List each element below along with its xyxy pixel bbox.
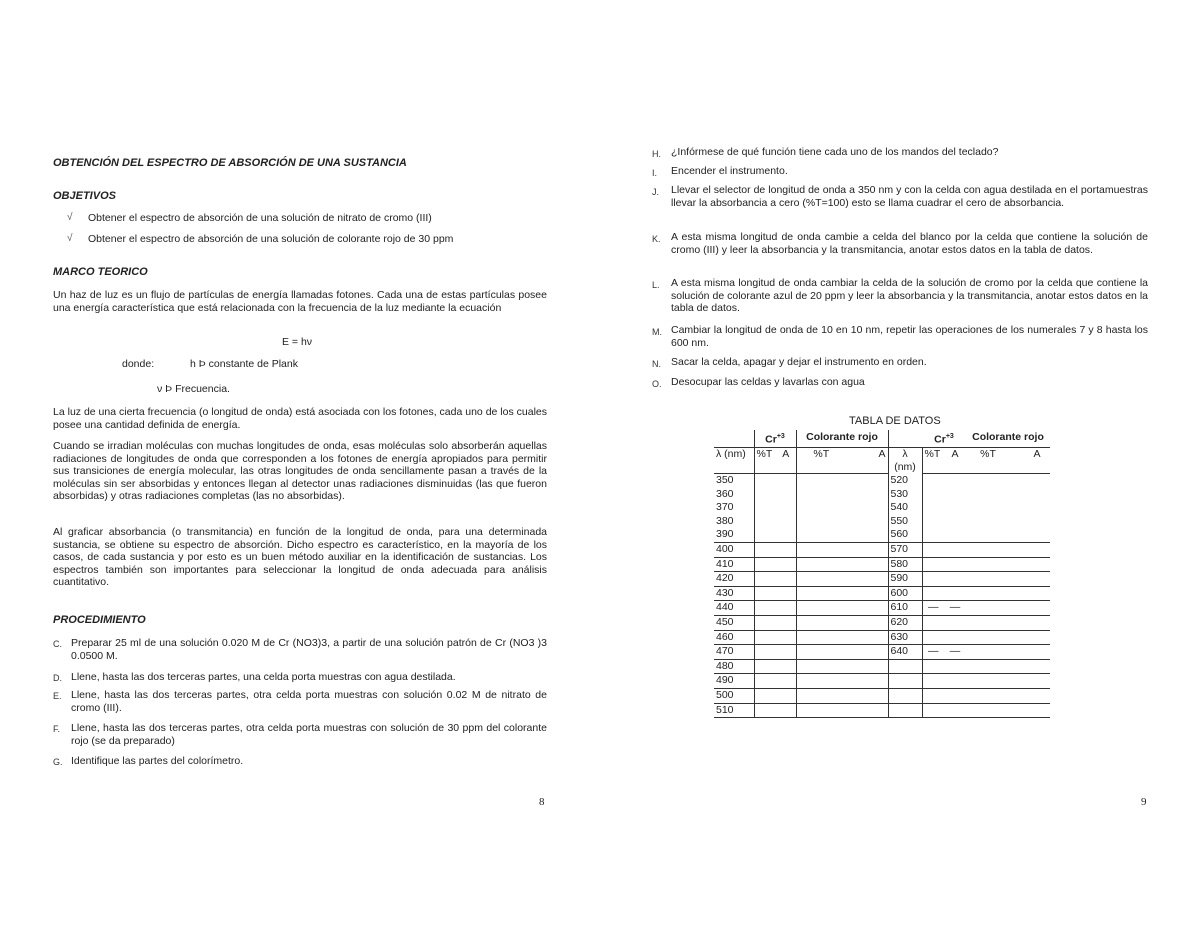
value-cell [888,674,922,689]
wavelength-cell: 600 [888,586,922,601]
wavelength-cell: 400 [714,542,754,557]
dash-cell: — [922,601,944,616]
value-cell [846,501,888,515]
table-row [714,703,1050,718]
wavelength-cell: 520 [888,474,922,488]
value-cell [846,645,888,660]
value-cell [846,688,888,703]
value-cell [1010,515,1050,529]
wavelength-cell: 490 [714,674,754,689]
step-text: A esta misma longitud de onda cambie a celda del blanco por la celda que contiene la solución de cromo (III) y leer la absorbancia y la transmitancia, anotar estos datos en la tabla de datos. [671,231,1148,256]
value-cell [846,488,888,502]
value-cell [944,572,966,587]
step-label: N. [652,359,661,369]
value-cell [846,586,888,601]
table-row [714,528,1050,542]
value-cell [888,659,922,674]
value-cell [776,615,796,630]
procedimiento-heading: PROCEDIMIENTO [53,614,146,626]
value-cell [796,586,846,601]
wavelength-cell: 380 [714,515,754,529]
value-cell [754,703,776,718]
col-a-header: A [944,447,966,474]
wavelength-cell: 640 [888,645,922,660]
value-cell [944,528,966,542]
cr-label: Cr [765,433,777,446]
col-lambda2-header [888,447,922,474]
value-cell [966,542,1010,557]
value-cell [944,474,966,488]
value-cell [966,515,1010,529]
table-row [714,572,1050,587]
group-header-colorante: Colorante rojo [796,430,888,447]
value-cell [754,688,776,703]
col-t-header: %T [966,447,1010,474]
step-text: Preparar 25 ml de una solución 0.020 M de Cr (NO3)3, a partir de una solución patrón de Cr (NO3 )3 0.0500 M. [71,637,547,662]
wavelength-cell: 420 [714,572,754,587]
value-cell [776,630,796,645]
wavelength-cell: 500 [714,688,754,703]
step-label: H. [652,149,661,159]
wavelength-cell: 550 [888,515,922,529]
table-row [714,659,1050,674]
equation: E = hν [282,336,313,348]
value-cell [796,515,846,529]
page-number-right: 9 [1141,796,1147,808]
value-cell [796,688,846,703]
group-header-cr [754,430,796,447]
value-cell [922,615,944,630]
value-cell [776,688,796,703]
value-cell [944,703,966,718]
col-t-header: %T [754,447,776,474]
table-row [714,630,1050,645]
value-cell [796,501,846,515]
step-text: Desocupar las celdas y lavarlas con agua [671,376,865,388]
step-text: ¿Infórmese de qué función tiene cada uno de los mandos del teclado? [671,146,999,158]
value-cell [776,542,796,557]
value-cell [922,557,944,572]
value-cell [1010,601,1050,616]
marco-heading: MARCO TEORICO [53,266,148,278]
step-text: Llene, hasta las dos terceras partes, otra celda porta muestras con solución 0.02 M de nitrato de cromo (III). [71,689,547,714]
dash-cell: — [944,601,966,616]
step-text: Llene, hasta las dos terceras partes, una celda porta muestras con agua destilada. [71,671,456,683]
table-row [714,515,1050,529]
value-cell [966,474,1010,488]
wavelength-cell: 450 [714,615,754,630]
value-cell [922,501,944,515]
marco-paragraph: La luz de una cierta frecuencia (o longitud de onda) está asociada con los fotones, cada uno de los cuales posee una cantidad definida de energía. [53,406,547,431]
group-header-colorante-2: Colorante rojo [972,431,1044,443]
wavelength-cell: 610 [888,601,922,616]
value-cell [776,515,796,529]
table-caption: TABLA DE DATOS [849,415,941,427]
wavelength-cell: 470 [714,645,754,660]
value-cell [754,630,776,645]
lambda-symbol: λ [902,447,908,460]
value-cell [944,488,966,502]
value-cell [944,542,966,557]
value-cell [1010,572,1050,587]
col-t-header: %T [796,447,846,474]
value-cell [776,488,796,502]
marco-paragraph: Un haz de luz es un flujo de partículas de energía llamadas fotones. Cada una de estas partículas posee una energía característica que está relacionada con la frecuencia de la luz mediante la ecuación [53,289,547,314]
value-cell [966,586,1010,601]
objetivo-item: Obtener el espectro de absorción de una solución de colorante rojo de 30 ppm [88,233,454,245]
data-table [714,430,1050,718]
wavelength-cell: 580 [888,557,922,572]
value-cell [966,601,1010,616]
col-a-header: A [846,447,888,474]
value-cell [754,601,776,616]
step-label: O. [652,379,662,389]
value-cell [922,674,944,689]
value-cell [754,528,776,542]
wavelength-cell: 590 [888,572,922,587]
donde-v: ν Þ Frecuencia. [157,383,230,395]
step-label: M. [652,327,662,337]
wavelength-cell: 370 [714,501,754,515]
table-row [714,542,1050,557]
donde-label: donde: [122,358,155,370]
value-cell [944,630,966,645]
marco-paragraph: Al graficar absorbancia (o transmitancia) en función de la longitud de onda, para una determinada sustancia, se obtiene su espectro de absorción. Dicho espectro es característico, en la mayoría de los casos, de cada sustancia y por esto es un buen método auxiliar en la identificación de sustancias. Los espectros también son importantes para seleccionar la longitud de onda adecuada para análisis cuantitativo. [53,526,547,589]
objetivos-heading: OBJETIVOS [53,190,116,202]
value-cell [922,586,944,601]
table-row [714,601,1050,616]
value-cell [1010,474,1050,488]
value-cell [754,488,776,502]
table-row [714,501,1050,515]
value-cell [796,615,846,630]
value-cell [754,674,776,689]
objetivo-item: Obtener el espectro de absorción de una solución de nitrato de cromo (III) [88,212,432,224]
value-cell [1010,659,1050,674]
value-cell [796,601,846,616]
value-cell [1010,688,1050,703]
page-title: OBTENCIÓN DEL ESPECTRO DE ABSORCIÓN DE UNA SUSTANCIA [53,157,407,169]
value-cell [846,542,888,557]
value-cell [922,528,944,542]
value-cell [846,572,888,587]
step-label: F. [53,724,61,734]
wavelength-cell: 440 [714,601,754,616]
table-row [714,488,1050,502]
value-cell [846,703,888,718]
page-number-left: 8 [539,796,545,808]
value-cell [922,688,944,703]
step-text: A esta misma longitud de onda cambiar la celda de la solución de cromo por la celda que contiene la solución de colorante azul de 20 ppm y leer la absorbancia y la transmitancia, anotar estos datos en la tabla de datos. [671,277,1148,315]
wavelength-cell: 410 [714,557,754,572]
value-cell [754,542,776,557]
check-icon: √ [67,212,73,223]
donde-h: h Þ constante de Plank [190,358,298,370]
value-cell [776,474,796,488]
table-row [714,674,1050,689]
table-row [714,557,1050,572]
value-cell [796,659,846,674]
value-cell [796,674,846,689]
value-cell [944,688,966,703]
value-cell [1010,557,1050,572]
wavelength-cell: 620 [888,615,922,630]
step-text: Encender el instrumento. [671,165,788,177]
value-cell [1010,645,1050,660]
wavelength-cell: 510 [714,703,754,718]
value-cell [1010,674,1050,689]
value-cell [944,586,966,601]
value-cell [966,703,1010,718]
col-t-header: %T [922,447,944,474]
value-cell [944,615,966,630]
wavelength-cell: 480 [714,659,754,674]
value-cell [944,557,966,572]
value-cell [846,674,888,689]
col-lambda-header: λ (nm) [714,447,754,474]
step-text: Llene, hasta las dos terceras partes, otra celda porta muestras con solución de 30 ppm del colorante rojo (se da preparado) [71,722,547,747]
value-cell [944,659,966,674]
value-cell [846,630,888,645]
value-cell [966,557,1010,572]
value-cell [1010,488,1050,502]
table-row [714,586,1050,601]
value-cell [888,703,922,718]
value-cell [966,528,1010,542]
value-cell [922,515,944,529]
value-cell [846,515,888,529]
group-header-cr-2 [922,430,966,447]
wavelength-cell: 360 [714,488,754,502]
value-cell [922,474,944,488]
value-cell [796,703,846,718]
value-cell [796,645,846,660]
value-cell [796,474,846,488]
step-label: I. [652,168,658,178]
step-text: Cambiar la longitud de onda de 10 en 10 nm, repetir las operaciones de los numerales 7 y 8 hasta los 600 nm. [671,324,1148,349]
value-cell [796,572,846,587]
step-label: L. [652,280,660,290]
col-a-header: A [1010,447,1050,474]
value-cell [846,557,888,572]
lambda-unit: (nm) [894,460,916,473]
value-cell [776,501,796,515]
cr-label: Cr [934,433,946,446]
marco-paragraph: Cuando se irradian moléculas con muchas longitudes de onda, esas moléculas solo absorberán aquellas radiaciones de longitudes de onda que corresponden a los fotones de energía apropiados para permitir sus transiciones de energía molecular, las otras longitudes de onda sencillamente pasan a través de la moléculas sin ser absorbidas y entonces llegan al detector unas radiaciones disminuidas (las que fueron absorbidas) y otras radiaciones completas (las no absorbidas). [53,440,547,503]
value-cell [888,688,922,703]
value-cell [922,659,944,674]
value-cell [966,688,1010,703]
value-cell [966,630,1010,645]
value-cell [846,528,888,542]
value-cell [796,488,846,502]
table-row [714,615,1050,630]
value-cell [966,572,1010,587]
step-label: E. [53,691,62,701]
dash-cell: — [922,645,944,660]
value-cell [922,703,944,718]
value-cell [922,630,944,645]
value-cell [944,501,966,515]
check-icon: √ [67,233,73,244]
cr-superscript: +3 [945,433,954,440]
value-cell [1010,528,1050,542]
value-cell [754,659,776,674]
value-cell [776,601,796,616]
wavelength-cell: 530 [888,488,922,502]
cr-superscript: +3 [776,433,785,440]
value-cell [966,659,1010,674]
wavelength-cell: 390 [714,528,754,542]
value-cell [846,615,888,630]
step-text: Llevar el selector de longitud de onda a 350 nm y con la celda con agua destilada en el portamuestras llevar la absorbancia a cero (%T=100) esto se llama cuadrar el cero de absorbancia. [671,184,1148,209]
value-cell [1010,703,1050,718]
value-cell [754,615,776,630]
step-text: Sacar la celda, apagar y dejar el instrumento en orden. [671,356,927,368]
step-label: G. [53,757,63,767]
value-cell [966,488,1010,502]
wavelength-cell: 540 [888,501,922,515]
table-row [714,645,1050,660]
wavelength-cell: 560 [888,528,922,542]
value-cell [922,572,944,587]
value-cell [776,557,796,572]
value-cell [754,515,776,529]
step-label: J. [652,187,660,197]
value-cell [796,630,846,645]
value-cell [776,586,796,601]
dash-cell: — [944,645,966,660]
table-row [714,688,1050,703]
value-cell [846,601,888,616]
value-cell [796,528,846,542]
value-cell [922,488,944,502]
value-cell [754,501,776,515]
wavelength-cell: 630 [888,630,922,645]
value-cell [754,586,776,601]
table-row [714,474,1050,488]
value-cell [1010,615,1050,630]
step-label: K. [652,234,661,244]
step-text: Identifique las partes del colorímetro. [71,755,244,767]
value-cell [754,557,776,572]
wavelength-cell: 350 [714,474,754,488]
value-cell [776,645,796,660]
value-cell [776,528,796,542]
value-cell [1010,630,1050,645]
value-cell [1010,586,1050,601]
value-cell [754,474,776,488]
wavelength-cell: 430 [714,586,754,601]
wavelength-cell: 570 [888,542,922,557]
value-cell [922,542,944,557]
value-cell [846,659,888,674]
value-cell [966,615,1010,630]
value-cell [1010,501,1050,515]
value-cell [754,645,776,660]
col-a-header: A [776,447,796,474]
value-cell [776,674,796,689]
value-cell [796,557,846,572]
value-cell [776,572,796,587]
value-cell [966,501,1010,515]
step-label: C. [53,639,62,649]
value-cell [754,572,776,587]
value-cell [776,703,796,718]
value-cell [944,674,966,689]
value-cell [846,474,888,488]
value-cell [944,515,966,529]
value-cell [1010,542,1050,557]
wavelength-cell: 460 [714,630,754,645]
step-label: D. [53,673,62,683]
value-cell [796,542,846,557]
value-cell [966,674,1010,689]
value-cell [966,645,1010,660]
value-cell [776,659,796,674]
